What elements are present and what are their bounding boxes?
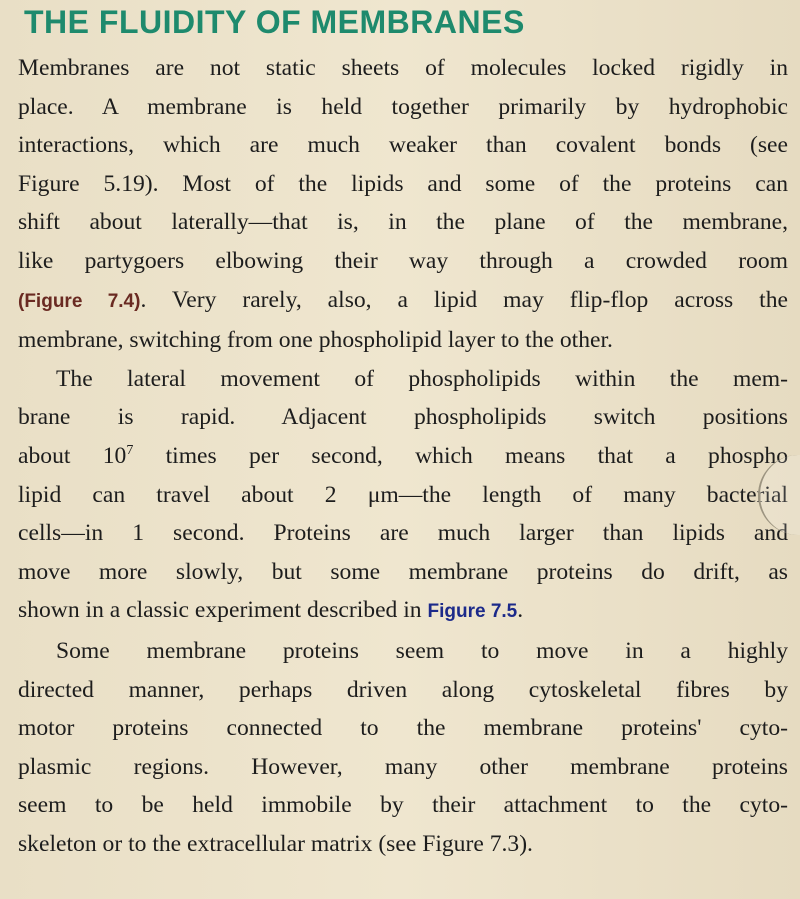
text-line: skeleton or to the extracellular matrix (see Figure 7.3). xyxy=(18,830,533,857)
text-line: cells—in 1 second. Proteins are much larger than lipids and xyxy=(18,520,788,547)
text-line: plasmic regions. However, many other membrane proteins xyxy=(18,753,788,780)
text-line: The lateral movement of phospholipids within the mem- xyxy=(56,365,788,392)
text-line: place. A membrane is held together primarily by hydrophobic xyxy=(18,93,788,120)
text-line xyxy=(18,591,788,632)
section-heading: THE FLUIDITY OF MEMBRANES xyxy=(24,4,525,40)
exponent: 7 xyxy=(126,443,134,459)
text-fragment: . Very rarely, also, a lipid may flip-flop across the xyxy=(140,286,788,313)
page xyxy=(18,4,788,863)
text-line xyxy=(18,281,788,322)
text-fragment: times per second, which means that a phospho xyxy=(133,442,789,469)
text-line: shift about laterally—that is, in the plane of the membrane, xyxy=(18,209,788,236)
text-line: motor proteins connected to the membrane proteins' cyto- xyxy=(18,715,788,742)
text-line: interactions, which are much weaker than covalent bonds (see xyxy=(18,132,788,159)
figure-7-5-reference[interactable]: Figure 7.5 xyxy=(427,601,518,623)
text-line: like partygoers elbowing their way through a crowded room xyxy=(18,247,788,274)
paragraph-1 xyxy=(18,49,788,360)
text-fragment: shown in a classic experiment described in xyxy=(18,597,428,624)
text-line: seem to be held immobile by their attachment to the cyto- xyxy=(18,792,788,819)
text-line: Figure 5.19). Most of the lipids and some of the proteins can xyxy=(18,170,788,197)
paragraph-3 xyxy=(18,632,788,864)
text-line: Some membrane proteins seem to move in a highly xyxy=(56,637,788,664)
text-fragment: . xyxy=(517,597,524,624)
text-line: move more slowly, but some membrane proteins do drift, as xyxy=(18,558,788,585)
figure-7-4-reference[interactable]: (Figure 7.4) xyxy=(18,290,141,312)
text-line: lipid can travel about 2 μm—the length of many bacterial xyxy=(18,481,788,508)
text-line: directed manner, perhaps driven along cytoskeletal fibres by xyxy=(18,676,788,703)
paragraph-2 xyxy=(18,360,788,632)
text-fragment: about 10 xyxy=(18,442,127,469)
text-line xyxy=(18,437,788,476)
text-line: membrane, switching from one phospholipid layer to the other. xyxy=(18,327,613,354)
text-line: Membranes are not static sheets of molecules locked rigidly in xyxy=(18,55,788,81)
text-line: brane is rapid. Adjacent phospholipids switch positions xyxy=(18,404,788,431)
